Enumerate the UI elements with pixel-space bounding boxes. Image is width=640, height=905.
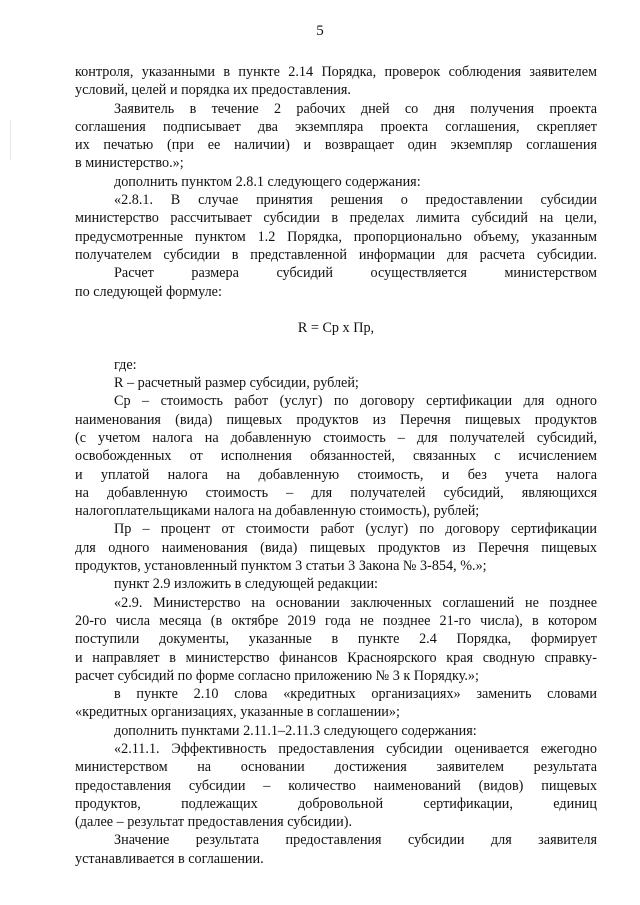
text-line: расчет субсидий по форме согласно приложению № 3 к Порядку.»; — [75, 667, 479, 684]
text-line: по следующей формуле: — [75, 283, 222, 300]
text-line: пункт 2.9 изложить в следующей редакции: — [114, 576, 378, 593]
text-line: (с учетом налога на добавленную стоимость – для получателей субсидий, — [75, 429, 597, 446]
blank-line — [75, 301, 597, 319]
text-line: «2.8.1. В случае принятия решения о предоставлении субсидии — [114, 192, 597, 209]
text-line: условий, целей и порядка их предоставления. — [75, 82, 351, 99]
text-line: устанавливается в соглашении. — [75, 850, 264, 867]
text-line: налогоплательщиками налога на добавленную стоимость), рублей; — [75, 503, 480, 520]
text-line: получателем субсидии в представленной информации для расчета субсидии. — [75, 246, 597, 263]
scan-margin-mark — [10, 120, 11, 160]
text-line: «2.11.1. Эффективность предоставления субсидии оценивается ежегодно — [114, 740, 597, 757]
text-line: министерство рассчитывает субсидии в пределах лимита субсидий на цели, — [75, 210, 597, 227]
text-line: и направляет в министерство финансов Красноярского края сводную справку- — [75, 649, 597, 666]
text-line: в пункте 2.10 слова «кредитных организациях» заменить словами — [114, 686, 597, 703]
text-line: Расчет размера субсидий осуществляется министерством — [114, 265, 597, 282]
formula-line: R = Ср х Пр, — [297, 320, 375, 337]
text-line: Ср – стоимость работ (услуг) по договору сертификации для одного — [114, 393, 597, 410]
text-line: предоставления субсидии – количество наименований (видов) пищевых — [75, 777, 597, 794]
text-line: поступили документы, указанные в пункте 2.4 Порядка, формирует — [75, 631, 597, 648]
page-number: 5 — [316, 23, 324, 39]
text-line: Значение результата предоставления субсидии для заявителя — [114, 832, 597, 849]
blank-line — [75, 337, 597, 355]
text-line: предусмотренные пунктом 1.2 Порядка, пропорционально объему, указанным — [75, 228, 597, 245]
text-line: где: — [114, 356, 137, 373]
text-line: освобожденных от исполнения обязанностей, связанных с исчислением — [75, 448, 597, 465]
text-line: министерством на основании достижения заявителем результата — [75, 759, 597, 776]
text-line: контроля, указанными в пункте 2.14 Порядка, проверок соблюдения заявителем — [75, 64, 597, 80]
text-line: их печатью (при ее наличии) и возвращает один экземпляр соглашения — [75, 137, 597, 154]
document-body — [75, 63, 597, 868]
text-line: (далее – результат предоставления субсидии). — [75, 814, 353, 831]
text-line: продуктов, установленный пунктом 3 статьи 3 Закона № 3-854, %.»; — [75, 558, 487, 575]
text-line: и уплатой налога на добавленную стоимость, и без учета налога — [75, 466, 597, 483]
text-line: R – расчетный размер субсидии, рублей; — [114, 375, 359, 392]
text-line: продуктов, подлежащих добровольной сертификации, единиц — [75, 795, 597, 812]
text-line: 20-го числа месяца (в октябре 2019 года не позднее 21-го числа), в котором — [75, 612, 597, 629]
text-line: «2.9. Министерство на основании заключенных соглашений не позднее — [114, 594, 597, 611]
text-line: соглашения подписывает два экземпляра проекта соглашения, скрепляет — [75, 118, 597, 135]
text-line: «кредитных организациях, указанные в соглашении»; — [75, 704, 400, 721]
text-line: дополнить пунктами 2.11.1–2.11.3 следующего содержания: — [114, 722, 477, 739]
text-line: Заявитель в течение 2 рабочих дней со дня получения проекта — [114, 100, 597, 117]
text-line: наименования (вида) пищевых продуктов из Перечня пищевых продуктов — [75, 411, 597, 428]
text-line: дополнить пунктом 2.8.1 следующего содержания: — [114, 173, 421, 190]
text-line: Пр – процент от стоимости работ (услуг) по договору сертификации — [114, 521, 597, 538]
text-line: в министерство.»; — [75, 155, 184, 172]
text-line: для одного наименования (вида) пищевых продуктов из Перечня пищевых — [75, 539, 597, 556]
text-line: на добавленную стоимость – для получателей субсидий, являющихся — [75, 484, 597, 501]
